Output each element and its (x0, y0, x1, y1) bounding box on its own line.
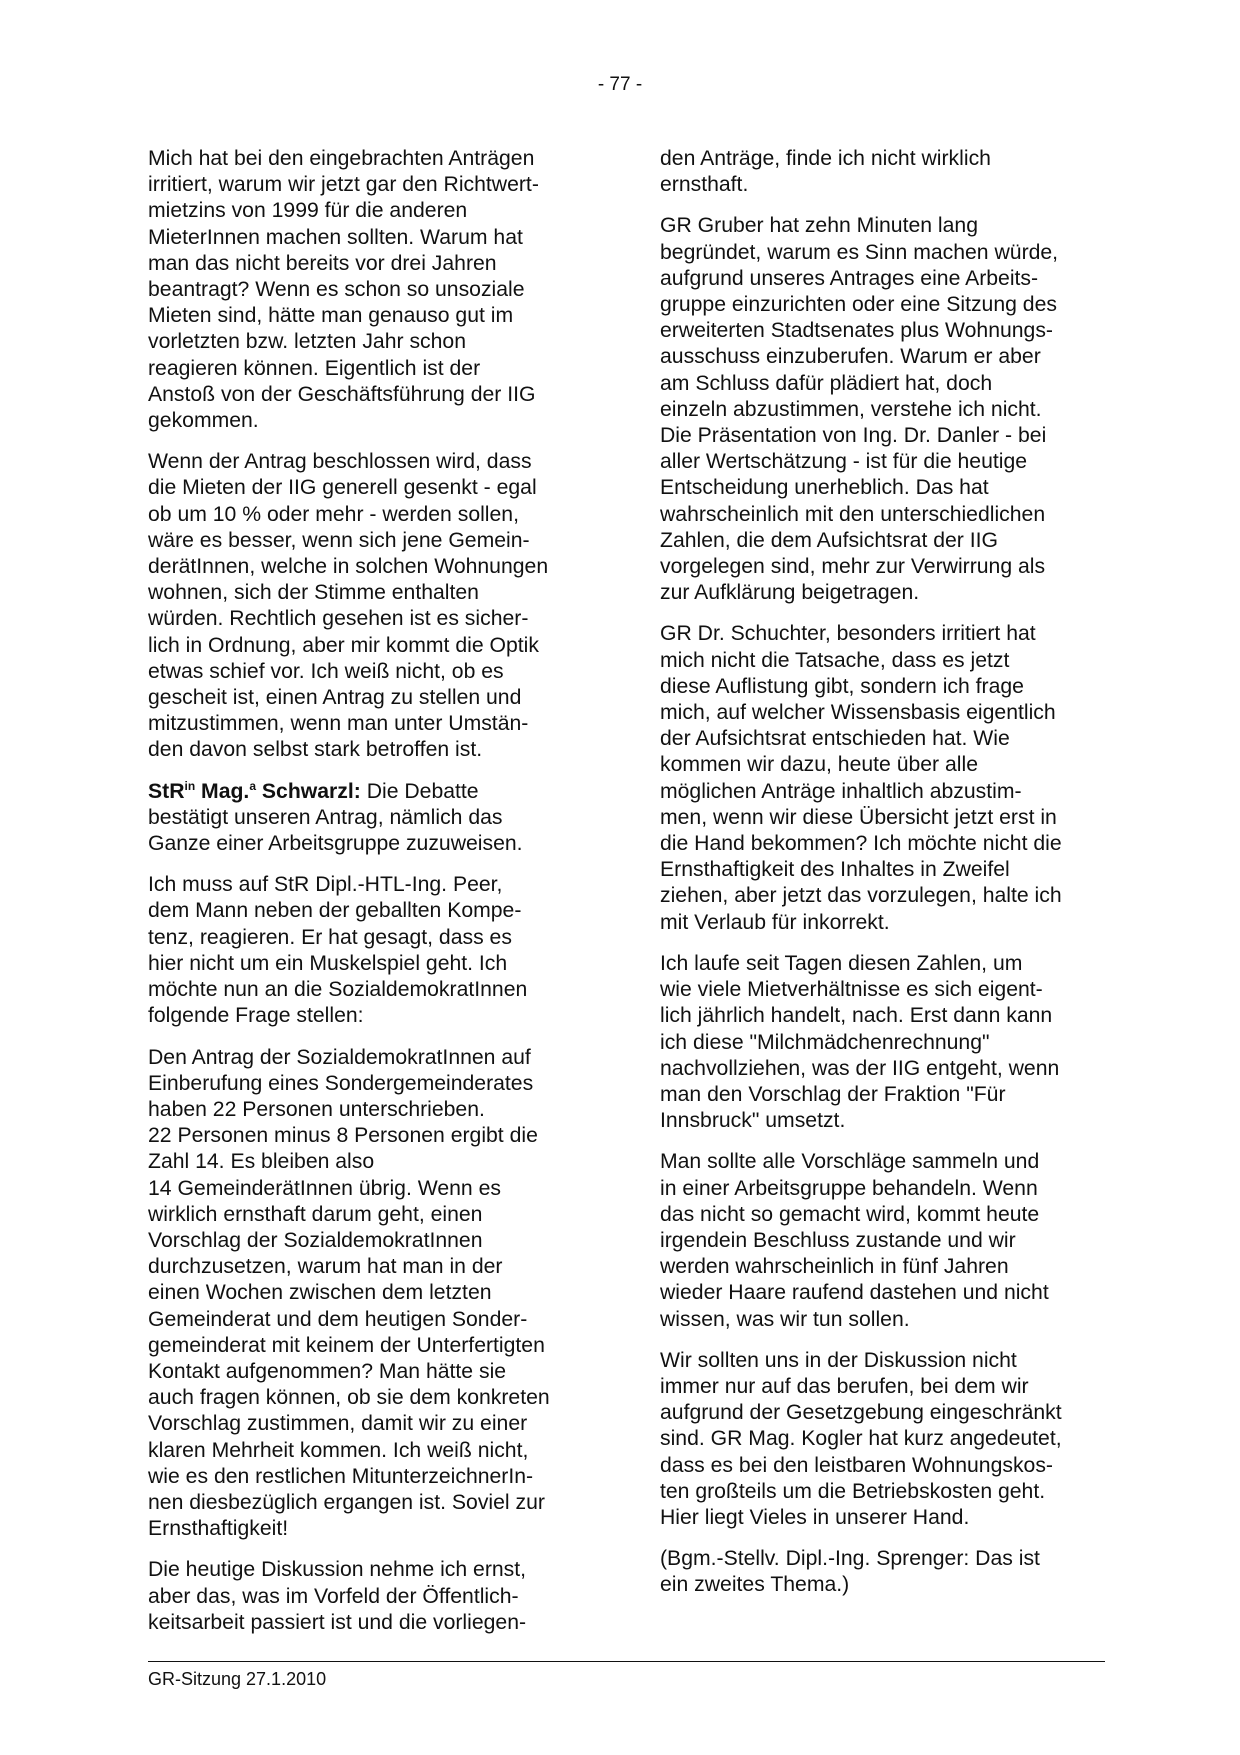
text-line: nachvollziehen, was der IIG entgeht, wenn (660, 1056, 1060, 1080)
text-line: wieder Haare raufend dastehen und nicht (660, 1281, 1049, 1305)
text-line: lich in Ordnung, aber mir kommt die Optik (148, 633, 539, 657)
text-line: Den Antrag der SozialdemokratInnen auf (148, 1045, 531, 1069)
text-line: beantragt? Wenn es schon so unsoziale (148, 278, 525, 302)
text-line: reagieren können. Eigentlich ist der (148, 356, 481, 380)
paragraph (660, 951, 1102, 1134)
text-line: den Anträge, finde ich nicht wirklich (660, 147, 991, 170)
text-line: am Schluss dafür plädiert hat, doch (660, 371, 993, 395)
text-line: lich jährlich handelt, nach. Erst dann kann (660, 1004, 1053, 1028)
text-line: mietzins von 1999 für die anderen (148, 199, 468, 223)
text-line: aufgrund der Gesetzgebung eingeschränkt (660, 1401, 1062, 1425)
text-line: GR Dr. Schuchter, besonders irritiert hat (660, 622, 1036, 646)
speaker-degree-superscript: a (249, 778, 257, 793)
paragraph (148, 1557, 590, 1636)
text-line: einzeln abzustimmen, verstehe ich nicht. (660, 397, 1042, 421)
text-line: sind. GR Mag. Kogler hat kurz angedeutet, (660, 1427, 1062, 1451)
paragraph (148, 1045, 590, 1543)
text-line: zur Aufklärung beigetragen. (660, 581, 920, 605)
text-line: Zahl 14. Es bleiben also (148, 1150, 375, 1174)
text-line: einen Wochen zwischen dem letzten (148, 1281, 492, 1305)
text-line: wissen, was wir tun sollen. (660, 1307, 910, 1331)
text-line: immer nur auf das berufen, bei dem wir (660, 1374, 1029, 1398)
text-line: gescheit ist, einen Antrag zu stellen und (148, 686, 522, 710)
text-line: klaren Mehrheit kommen. Ich weiß nicht, (148, 1438, 529, 1462)
text-line: mit Verlaub für inkorrekt. (660, 910, 890, 934)
text-line: bestätigt unseren Antrag, nämlich das (148, 805, 503, 829)
text-line: möglichen Anträge inhaltlich abzustim- (660, 779, 1022, 803)
speaker-name (148, 780, 361, 803)
right-column (660, 146, 1102, 1614)
paragraph (148, 872, 590, 1029)
text-line: Ich muss auf StR Dipl.-HTL-Ing. Peer, (148, 873, 503, 897)
text-line: die Hand bekommen? Ich möchte nicht die (660, 832, 1062, 856)
text-line: (Bgm.-Stellv. Dipl.-Ing. Sprenger: Das ist (660, 1547, 1040, 1571)
text-line: durchzusetzen, warum hat man in der (148, 1255, 503, 1279)
text-line: Ernsthaftigkeit des Inhaltes in Zweifel (660, 858, 1010, 882)
text-line: Ich laufe seit Tagen diesen Zahlen, um (660, 951, 1023, 975)
text-line: wahrscheinlich mit den unterschiedlichen (660, 502, 1046, 526)
text-line: haben 22 Personen unterschrieben. (148, 1097, 485, 1121)
text-line: Entscheidung unerheblich. Das hat (660, 476, 989, 500)
paragraph (660, 213, 1102, 606)
text-line: Ganze einer Arbeitsgruppe zuzuweisen. (148, 832, 523, 856)
text-line: Wenn der Antrag beschlossen wird, dass (148, 450, 532, 474)
text-line: gruppe einzurichten oder eine Sitzung des (660, 293, 1057, 317)
text-line: irgendein Beschluss zustande und wir (660, 1228, 1016, 1252)
speaker-title: StR (148, 779, 185, 803)
text-line: Vorschlag der SozialdemokratInnen (148, 1228, 483, 1252)
text-line: ausschuss einzuberufen. Warum er aber (660, 345, 1041, 369)
text-line: ein zweites Thema.) (660, 1573, 850, 1597)
text-line: vorletzten bzw. letzten Jahr schon (148, 330, 466, 354)
text-line: wie viele Mietverhältnisse es sich eigent- (660, 978, 1043, 1002)
text-line: Einberufung eines Sondergemeinderates (148, 1071, 534, 1095)
text-line: Mich hat bei den eingebrachten Anträgen (148, 147, 535, 170)
paragraph (148, 779, 590, 858)
text-line: etwas schief vor. Ich weiß nicht, ob es (148, 659, 504, 683)
text-line: Anstoß von der Geschäftsführung der IIG (148, 382, 536, 406)
text-line: gemeinderat mit keinem der Unterfertigten (148, 1333, 545, 1357)
text-line: mitzustimmen, wenn man unter Umstän- (148, 712, 529, 736)
text-line: aber das, was im Vorfeld der Öffentlich- (148, 1584, 519, 1608)
text-line: nen diesbezüglich ergangen ist. Soviel zur (148, 1490, 545, 1514)
text-line: Die heutige Diskussion nehme ich ernst, (148, 1558, 527, 1582)
text-line: vorgelegen sind, mehr zur Verwirrung als (660, 555, 1046, 579)
text-line: Innsbruck" umsetzt. (660, 1109, 846, 1133)
text-line: ten großteils um die Betriebskosten geht. (660, 1479, 1046, 1503)
text-line: Ernsthaftigkeit! (148, 1517, 289, 1541)
text-line: ernsthaft. (660, 173, 749, 197)
speaker-title-superscript: in (184, 778, 196, 793)
text-line: möchte nun an die SozialdemokratInnen (148, 978, 528, 1002)
text-line: hier nicht um ein Muskelspiel geht. Ich (148, 951, 508, 975)
speaker-statement-start: Die Debatte (360, 779, 479, 803)
text-line: Mieten sind, hätte man genauso gut im (148, 304, 514, 328)
text-line: das nicht so gemacht wird, kommt heute (660, 1202, 1040, 1226)
paragraph (660, 1149, 1102, 1332)
paragraph (660, 1546, 1102, 1598)
text-line: ziehen, aber jetzt das vorzulegen, halte ich (660, 884, 1062, 908)
text-line: die Mieten der IIG generell gesenkt - egal (148, 476, 537, 500)
text-line: men, wenn wir diese Übersicht jetzt erst in (660, 805, 1057, 829)
paragraph (148, 449, 590, 763)
text-line: ob um 10 % oder mehr - werden sollen, (148, 502, 519, 526)
text-line: Hier liegt Vieles in unserer Hand. (660, 1505, 970, 1529)
text-line: werden wahrscheinlich in fünf Jahren (660, 1255, 1009, 1279)
text-line: mich nicht die Tatsache, dass es jetzt (660, 648, 1010, 672)
text-line: mich, auf welcher Wissensbasis eigentlich (660, 701, 1056, 725)
text-line: kommen wir dazu, heute über alle (660, 753, 978, 777)
speaker-surname: Schwarzl: (256, 779, 361, 803)
left-column (148, 146, 590, 1651)
footer-session-date: GR-Sitzung 27.1.2010 (148, 1669, 327, 1689)
text-line: aller Wertschätzung - ist für die heutige (660, 450, 1028, 474)
paragraph (660, 146, 1102, 198)
text-line: folgende Frage stellen: (148, 1004, 364, 1028)
text-line: Die Präsentation von Ing. Dr. Danler - bei (660, 424, 1047, 448)
text-line: der Aufsichtsrat entschieden hat. Wie (660, 727, 1010, 751)
text-line: Vorschlag zustimmen, damit wir zu einer (148, 1412, 528, 1436)
text-line: würden. Rechtlich gesehen ist es sicher- (148, 607, 529, 631)
text-line: wohnen, sich der Stimme enthalten (148, 581, 479, 605)
text-line: ich diese "Milchmädchenrechnung" (660, 1030, 990, 1054)
text-line: Zahlen, die dem Aufsichtsrat der IIG (660, 528, 998, 552)
text-line: man das nicht bereits vor drei Jahren (148, 251, 497, 275)
text-line: erweiterten Stadtsenates plus Wohnungs- (660, 319, 1053, 343)
text-line: in einer Arbeitsgruppe behandeln. Wenn (660, 1176, 1038, 1200)
text-line: MieterInnen machen sollten. Warum hat (148, 225, 523, 249)
text-line: Gemeinderat und dem heutigen Sonder- (148, 1307, 528, 1331)
paragraph (148, 146, 590, 434)
text-line: Wir sollten uns in der Diskussion nicht (660, 1348, 1017, 1372)
text-line: dem Mann neben der geballten Kompe- (148, 899, 522, 923)
text-line: man den Vorschlag der Fraktion "Für (660, 1082, 1006, 1106)
page-number: - 77 - (597, 74, 643, 95)
text-line: Kontakt aufgenommen? Man hätte sie (148, 1359, 507, 1383)
text-line: GR Gruber hat zehn Minuten lang (660, 214, 978, 238)
text-line: wie es den restlichen MitunterzeichnerIn- (148, 1464, 534, 1488)
text-line: diese Auflistung gibt, sondern ich frage (660, 674, 1024, 698)
speaker-line (148, 779, 590, 805)
text-line: wäre es besser, wenn sich jene Gemein- (148, 528, 530, 552)
text-line: Man sollte alle Vorschläge sammeln und (660, 1150, 1040, 1174)
text-line: gekommen. (148, 409, 259, 433)
text-line: dass es bei den leistbaren Wohnungskos- (660, 1453, 1053, 1477)
text-line: 22 Personen minus 8 Personen ergibt die (148, 1124, 538, 1148)
speaker-degree: Mag. (195, 779, 250, 803)
text-line: derätInnen, welche in solchen Wohnungen (148, 555, 549, 579)
text-line: irritiert, warum wir jetzt gar den Richtwert- (148, 173, 539, 197)
text-line: begründet, warum es Sinn machen würde, (660, 240, 1059, 264)
text-line: 14 GemeinderätInnen übrig. Wenn es (148, 1176, 501, 1200)
text-line: aufgrund unseres Antrages eine Arbeits- (660, 266, 1039, 290)
paragraph (660, 621, 1102, 935)
text-line: keitsarbeit passiert ist und die vorliegen- (148, 1610, 527, 1634)
text-line: tenz, reagieren. Er hat gesagt, dass es (148, 925, 512, 949)
text-line: den davon selbst stark betroffen ist. (148, 738, 483, 762)
text-line: wirklich ernsthaft darum geht, einen (148, 1202, 483, 1226)
footer-divider (148, 1661, 1105, 1662)
paragraph (660, 1348, 1102, 1531)
text-line: auch fragen können, ob sie dem konkreten (148, 1386, 550, 1410)
